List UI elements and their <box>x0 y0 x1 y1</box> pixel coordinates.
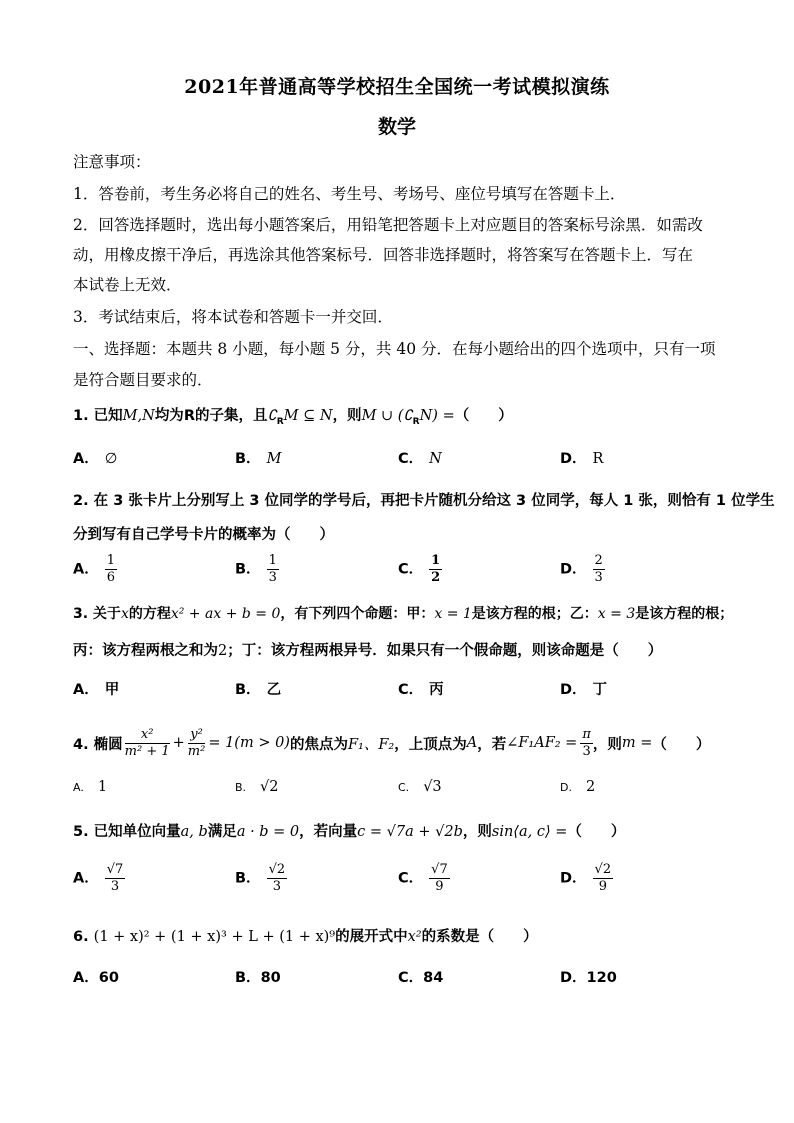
option-b: B． M <box>235 451 282 467</box>
option-b: B． $\frac{√2}{3}$ <box>235 862 286 894</box>
option-a: A． 甲 <box>73 681 120 698</box>
notice-heading: 注意事项： <box>73 153 151 171</box>
option-a: A. 1 <box>73 779 108 795</box>
option-b: B. √2 <box>235 779 279 795</box>
option-b: B．80 <box>235 970 281 986</box>
option-d: D． $\frac{2}{3}$ <box>560 553 603 585</box>
question-2-stem-line-2: 分到写有自己学号卡片的概率为（ ） <box>73 527 334 543</box>
option-d: D． 丁 <box>560 681 608 698</box>
option-c: C．84 <box>398 970 444 986</box>
option-b: B． $\frac{1}{3}$ <box>235 553 277 585</box>
option-d: D. 2 <box>560 779 596 795</box>
question-2-stem-line-1: 2. 在 3 张卡片上分别写上 3 位同学的学号后，再把卡片随机分给这 3 位同学，每人 1 张，则恰有 1 位学生 <box>73 493 775 509</box>
section-1-intro-line-1: 一、选择题：本题共 8 小题，每小题 5 分，共 40 分．在每小题给出的四个选项中，只有一项 <box>73 340 716 358</box>
notice-item-2-line-1: 2．回答选择题时，选出每小题答案后，用铅笔把答题卡上对应题目的答案标号涂黑．如需改 <box>73 216 703 234</box>
option-c: C． $\frac{1}{2}$ <box>398 553 441 585</box>
question-4-options <box>73 779 733 809</box>
notice-item-2-line-3: 本试卷上无效． <box>73 276 182 294</box>
exam-title: 2021年普通高等学校招生全国统一考试模拟演练 <box>184 76 610 98</box>
option-d: D． R <box>560 451 604 467</box>
section-1-intro-line-2: 是符合题目要求的． <box>73 371 213 389</box>
option-d: D． $\frac{√2}{9}$ <box>560 862 612 894</box>
option-b: B． 乙 <box>235 681 282 698</box>
option-c: C． N <box>398 451 442 467</box>
option-c: C. √3 <box>398 779 442 795</box>
question-3-stem-line-2: 丙：该方程两根之和为2；丁：该方程两根异号．如果只有一个假命题，则该命题是（ ） <box>73 643 663 659</box>
exam-subject: 数学 <box>377 116 416 138</box>
option-a: A．60 <box>73 970 119 986</box>
question-6-stem: 6. (1 + x)² + (1 + x)³ + L + (1 + x)⁹的展开式中x²的系数是（ ） <box>73 929 538 945</box>
notice-item-3: 3．考试结束后，将本试卷和答题卡一并交回． <box>73 308 393 326</box>
question-6-options <box>73 966 733 996</box>
question-3-options <box>73 678 733 708</box>
option-a: A． $\frac{√7}{3}$ <box>73 862 124 894</box>
question-5-options <box>73 862 733 906</box>
option-a: A． ∅ <box>73 451 118 467</box>
option-c: C． $\frac{√7}{9}$ <box>398 862 448 894</box>
notice-item-2-line-2: 动，用橡皮擦干净后，再选涂其他答案标号．回答非选择题时，将答案写在答题卡上．写在 <box>73 246 694 264</box>
question-2-options <box>73 553 733 593</box>
question-1-options <box>73 447 733 477</box>
option-a: A． $\frac{1}{6}$ <box>73 553 116 585</box>
question-5-stem: 5. 已知单位向量a, b满足a · b = 0，若向量c = √7a + √2b，则sin⟨a, c⟩ =（ ） <box>73 824 626 840</box>
question-3-stem-line-1: 3. 关于x的方程x² + ax + b = 0，有下列四个命题：甲：x = 1是该方程的根；乙：x = 3是该方程的根； <box>73 606 734 622</box>
question-1-stem: 1. 已知M,N均为R的子集，且$∁_RM$ ⊆ N，则M ∪ $(∁_RN)$ =（ ） <box>73 408 513 427</box>
option-d: D．120 <box>560 970 617 986</box>
notice-item-1: 1．答卷前，考生务必将自己的姓名、考生号、考场号、座位号填写在答题卡上． <box>73 185 626 203</box>
option-c: C． 丙 <box>398 681 444 698</box>
question-4-stem: 4. 椭圆 $\frac{\text{x²}}{\text{m² + 1}}$ + $\frac{\text{y²}}{\text{m²}}$ = 1(m > 0) 的焦点为 F₁、F₂ ，上顶点为 A ，若 ∠F₁AF₂ = $\frac{\pi}{3}$ ，则 m = （ ） <box>73 726 711 759</box>
